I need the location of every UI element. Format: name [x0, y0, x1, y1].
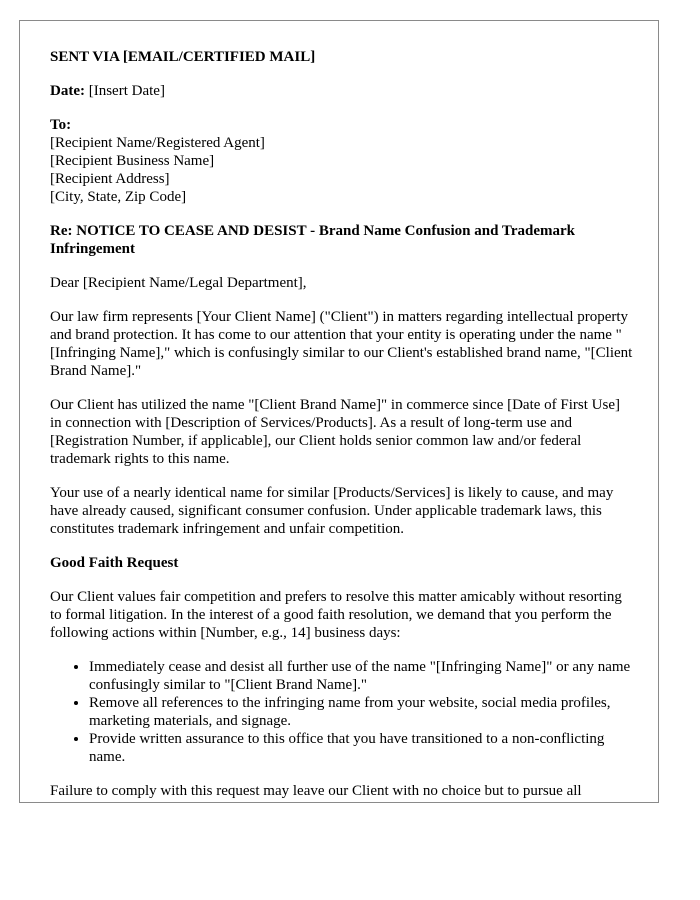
recipient-city-state-zip: [City, State, Zip Code] [50, 189, 187, 205]
sent-via-line: SENT VIA [EMAIL/CERTIFIED MAIL] [50, 49, 316, 65]
to-label: To: [50, 117, 72, 133]
list-item: • Remove all references to the infringing name from your website, social media profiles, marketing materials, and signage. [89, 694, 635, 730]
letter-content [50, 48, 635, 800]
list-item: • Immediately cease and desist all further use of the name "[Infringing Name]" or any name confusingly similar to "[Client Brand Name]." [89, 658, 635, 694]
paragraph-good-faith: Our Client values fair competition and prefers to resolve this matter amicably without resorting to formal litigation. In the interest of a good faith resolution, we demand that you perform the following actions within [Number, e.g., 14] business days: [50, 589, 622, 641]
section-heading: Good Faith Request [50, 555, 179, 571]
list-item: • Provide written assurance to this office that you have transitioned to a non-conflicting name. [89, 730, 635, 766]
recipient-address: [Recipient Address] [50, 171, 170, 187]
paragraph-consequences: Failure to comply with this request may leave our Client with no choice but to pursue all [50, 783, 582, 799]
date-label: Date: [50, 83, 85, 99]
letter-page [19, 20, 659, 803]
paragraph-confusion: Your use of a nearly identical name for similar [Products/Services] is likely to cause, and may have already caused, significant consumer confusion. Under applicable trademark laws, this constitutes trademark infringement and unfair competition. [50, 485, 614, 537]
date-value: [Insert Date] [88, 83, 165, 99]
recipient-name: [Recipient Name/Registered Agent] [50, 135, 265, 151]
date-line [50, 82, 635, 100]
paragraph-prior-use: Our Client has utilized the name "[Client Brand Name]" in commerce since [Date of First Use] in connection with [Description of Services/Products]. As a result of long-term use and [Registration Number, if applicable], our Client holds senior common law and/or federal trademark rights to this name. [50, 397, 620, 467]
subject-line: Re: NOTICE TO CEASE AND DESIST - Brand Name Confusion and Trademark Infringement [50, 223, 575, 257]
recipient-block [50, 116, 635, 206]
salutation: Dear [Recipient Name/Legal Department], [50, 275, 307, 291]
recipient-business: [Recipient Business Name] [50, 153, 215, 169]
demands-list [50, 658, 635, 766]
paragraph-representation: Our law firm represents [Your Client Name] ("Client") in matters regarding intellectual property and brand protection. It has come to our attention that your entity is operating under the name "[Infringing Name]," which is confusingly similar to our Client's established brand name, "[Client Brand Name]." [50, 309, 633, 379]
